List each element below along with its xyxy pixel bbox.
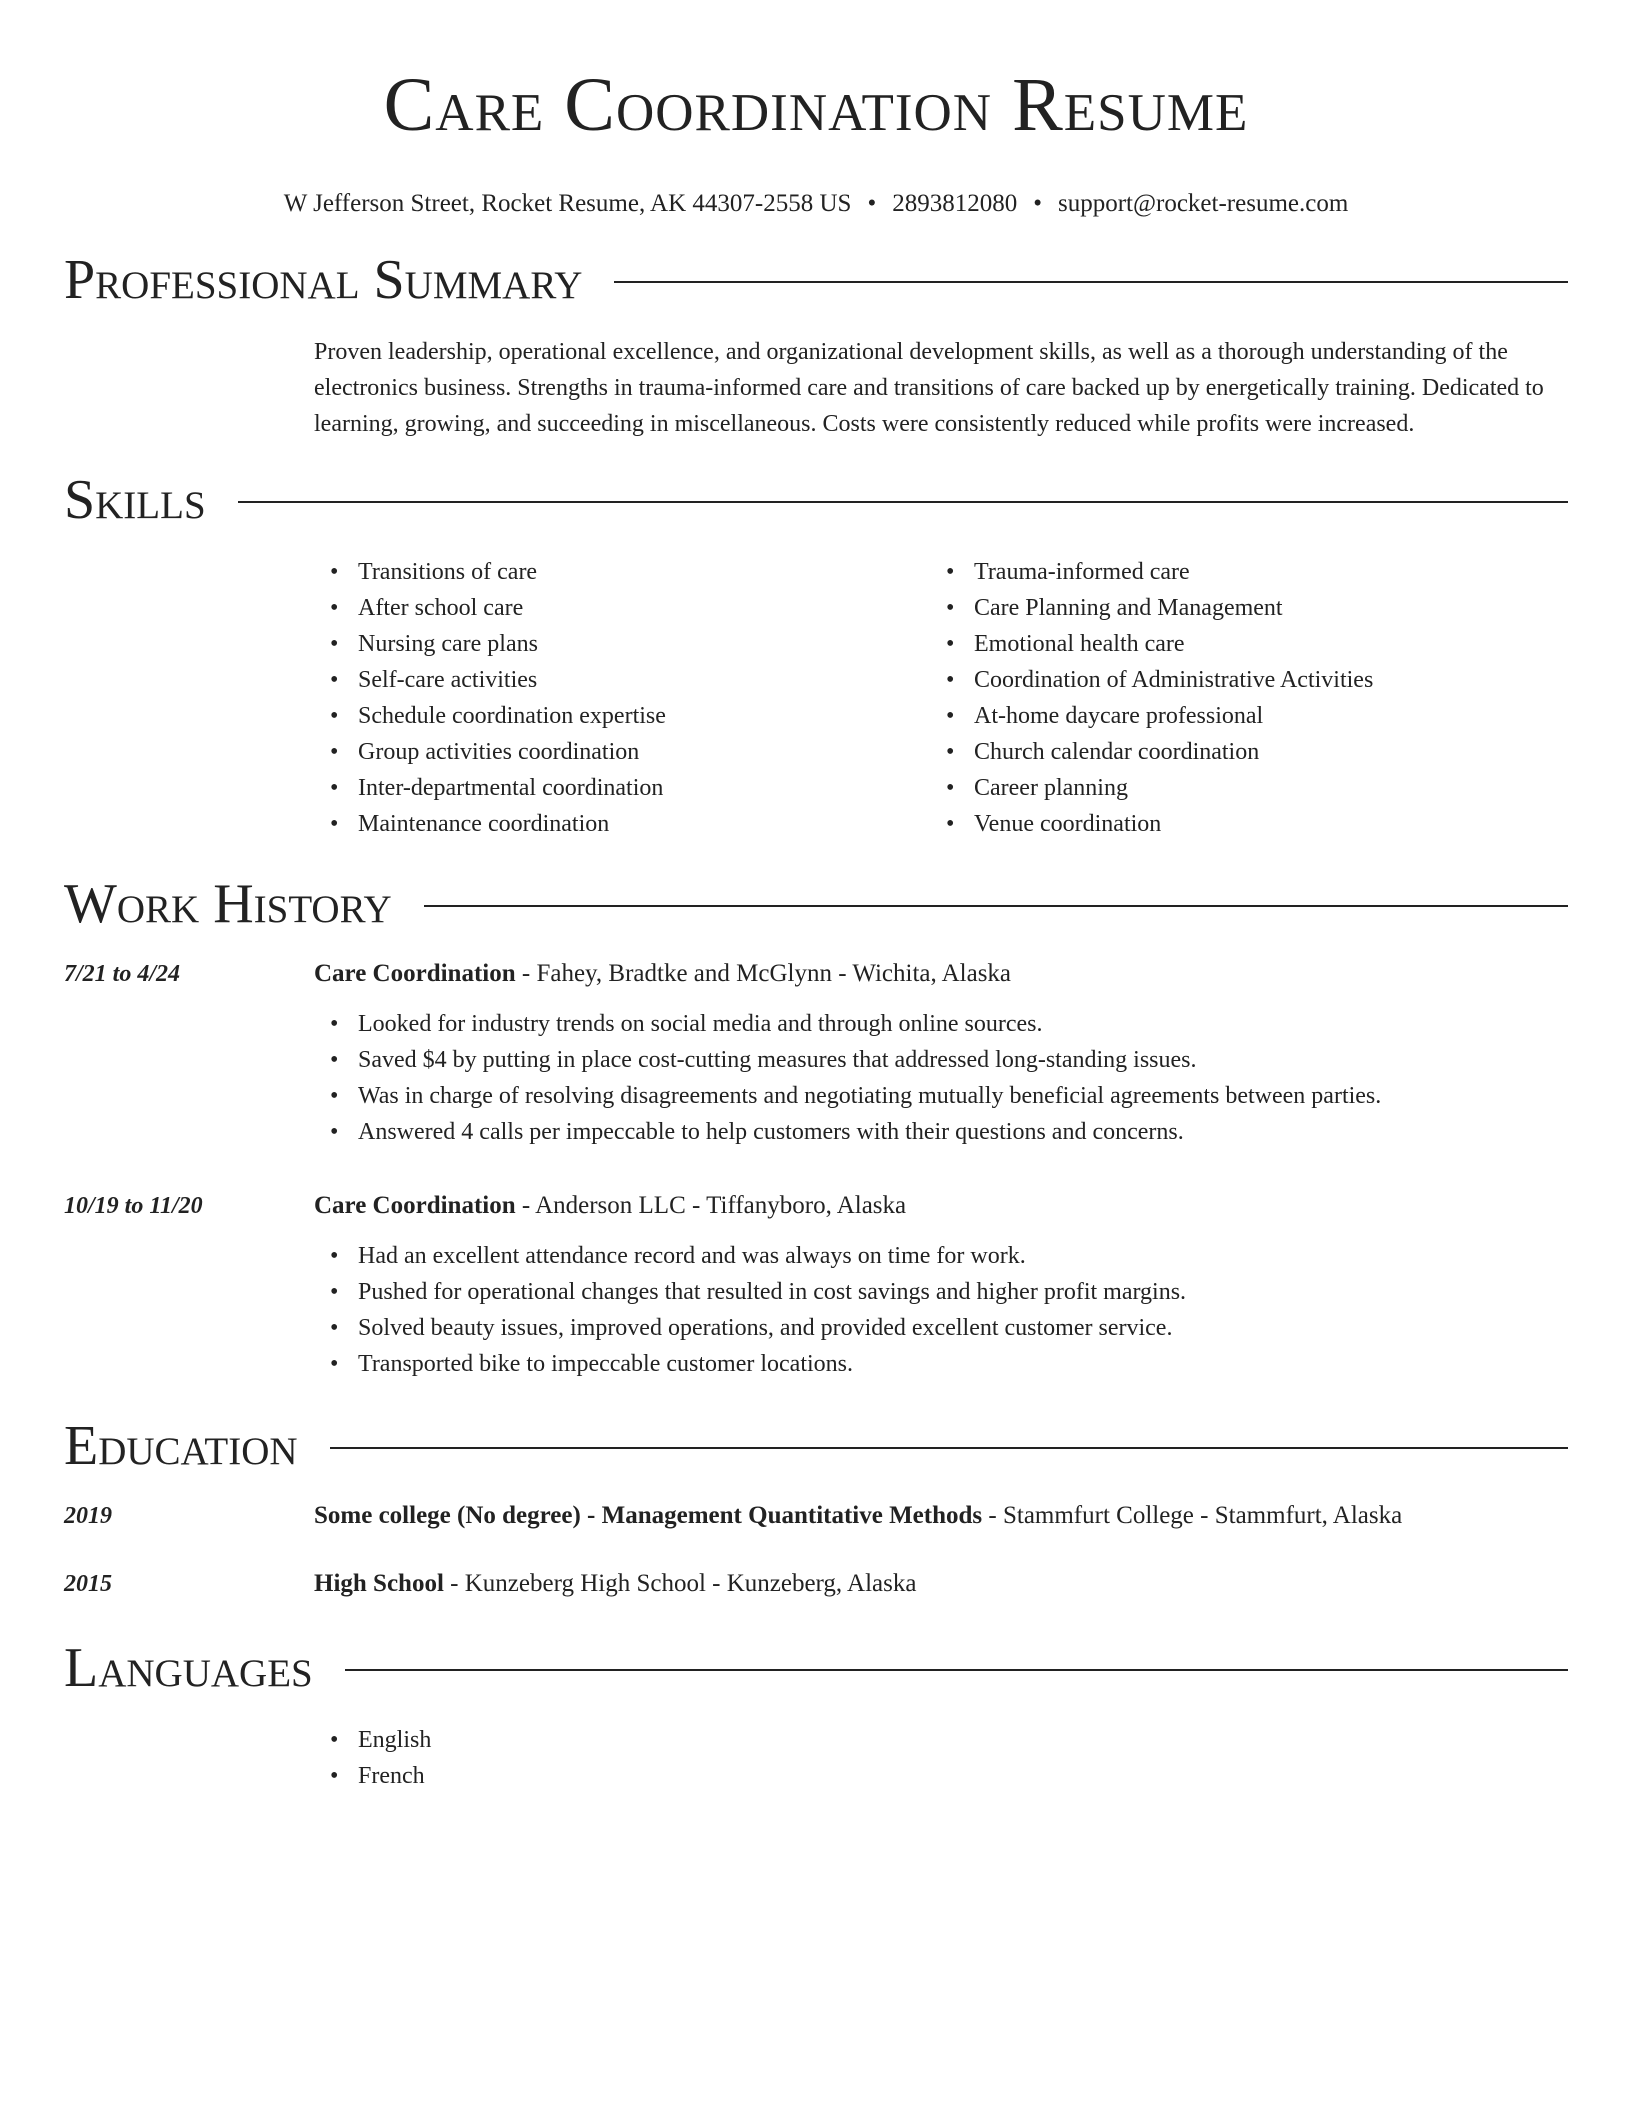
contact-address: W Jefferson Street, Rocket Resume, AK 44307-2558 US <box>283 190 852 217</box>
education-details <box>314 1498 1568 1534</box>
resume-title: Care Coordination Resume <box>383 63 1249 147</box>
work-bullet: • Had an excellent attendance record and was always on time for work. <box>358 1238 1568 1274</box>
skill-item: • Nursing care plans <box>358 626 930 662</box>
work-entry <box>64 956 1568 1150</box>
language-item: • French <box>358 1758 1568 1794</box>
education-school: - Stammfurt College - Stammfurt, Alaska <box>982 1502 1403 1529</box>
skill-item: • Trauma-informed care <box>974 554 1546 590</box>
languages-heading <box>64 1636 1568 1700</box>
work-role: Care Coordination <box>314 1192 516 1219</box>
work-details <box>314 956 1568 1150</box>
section-divider <box>345 1669 1568 1671</box>
work-bullet: • Answered 4 calls per impeccable to help customers with their questions and concerns. <box>358 1114 1568 1150</box>
summary-text: Proven leadership, operational excellence, and organizational development skills, as well as a thorough understanding of the electronics business. Strengths in trauma-informed care and transitions of care backed up by energetically training. Dedicated to learning, growing, and succeeding in miscellaneous. Costs were consistently reduced while profits were increased. <box>314 339 1544 437</box>
work-bullets <box>314 1238 1568 1382</box>
work-role-line <box>314 1188 1568 1224</box>
work-details <box>314 1188 1568 1382</box>
languages-list <box>314 1722 1568 1794</box>
skill-item: • Inter-departmental coordination <box>358 770 930 806</box>
work-employer: - Fahey, Bradtke and McGlynn - Wichita, Alaska <box>515 960 1012 987</box>
work-bullet: • Pushed for operational changes that resulted in cost savings and higher profit margins. <box>358 1274 1568 1310</box>
work-bullet: • Saved $4 by putting in place cost-cutting measures that addressed long-standing issues. <box>358 1042 1568 1078</box>
work-entry <box>64 1188 1568 1382</box>
summary-heading <box>64 248 1568 312</box>
skill-item: • After school care <box>358 590 930 626</box>
skill-item: • Schedule coordination expertise <box>358 698 930 734</box>
skill-item: • Group activities coordination <box>358 734 930 770</box>
section-divider <box>330 1447 1568 1449</box>
work-bullet: • Transported bike to impeccable customer locations. <box>358 1346 1568 1382</box>
skill-item: • Emotional health care <box>974 626 1546 662</box>
skills-list-right <box>930 554 1546 842</box>
skills-list-left <box>314 554 930 842</box>
language-item: • English <box>358 1722 1568 1758</box>
work-bullet: • Looked for industry trends on social media and through online sources. <box>358 1006 1568 1042</box>
education-year: 2019 <box>64 1503 112 1529</box>
education-school: - Kunzeberg High School - Kunzeberg, Alaska <box>443 1570 917 1597</box>
work-bullet: • Was in charge of resolving disagreements and negotiating mutually beneficial agreements between parties. <box>358 1078 1568 1114</box>
section-divider <box>614 281 1568 283</box>
summary-title: Professional Summary <box>64 249 583 311</box>
work-bullet: • Solved beauty issues, improved operations, and provided excellent customer service. <box>358 1310 1568 1346</box>
education-entry <box>64 1566 1568 1602</box>
work-dates: 10/19 to 11/20 <box>64 1193 203 1219</box>
skill-item: • Career planning <box>974 770 1546 806</box>
education-details <box>314 1566 1568 1602</box>
contact-phone: 2893812080 <box>892 190 1018 217</box>
skills-section <box>64 468 1568 842</box>
skill-item: • Venue coordination <box>974 806 1546 842</box>
skill-item: • Church calendar coordination <box>974 734 1546 770</box>
education-section <box>64 1414 1568 1602</box>
skills-heading <box>64 468 1568 532</box>
education-heading <box>64 1414 1568 1478</box>
skill-item: • Coordination of Administrative Activities <box>974 662 1546 698</box>
languages-body <box>314 1722 1568 1794</box>
summary-section <box>64 248 1568 442</box>
skill-item: • Care Planning and Management <box>974 590 1546 626</box>
education-year: 2015 <box>64 1571 112 1597</box>
contact-line <box>64 188 1568 220</box>
work-bullets <box>314 1006 1568 1150</box>
education-degree: High School <box>314 1570 444 1597</box>
languages-section <box>64 1636 1568 1794</box>
skill-item: • At-home daycare professional <box>974 698 1546 734</box>
section-divider <box>238 501 1568 503</box>
skill-item: • Transitions of care <box>358 554 930 590</box>
skills-title: Skills <box>64 469 206 531</box>
work-role: Care Coordination <box>314 960 516 987</box>
contact-separator: • <box>1033 190 1042 217</box>
contact-email: support@rocket-resume.com <box>1057 190 1349 217</box>
work-employer: - Anderson LLC - Tiffanyboro, Alaska <box>515 1192 907 1219</box>
work-role-line <box>314 956 1568 992</box>
section-divider <box>424 905 1568 907</box>
skill-item: • Maintenance coordination <box>358 806 930 842</box>
work-title: Work History <box>64 873 392 935</box>
work-heading <box>64 872 1568 936</box>
contact-separator: • <box>867 190 877 217</box>
education-title: Education <box>64 1415 298 1477</box>
skill-item: • Self-care activities <box>358 662 930 698</box>
languages-title: Languages <box>64 1637 313 1699</box>
education-degree: Some college (No degree) - Management Quantitative Methods <box>314 1502 983 1529</box>
education-entry <box>64 1498 1568 1534</box>
work-section <box>64 872 1568 1382</box>
work-dates: 7/21 to 4/24 <box>64 961 181 987</box>
skills-grid <box>314 554 1568 842</box>
